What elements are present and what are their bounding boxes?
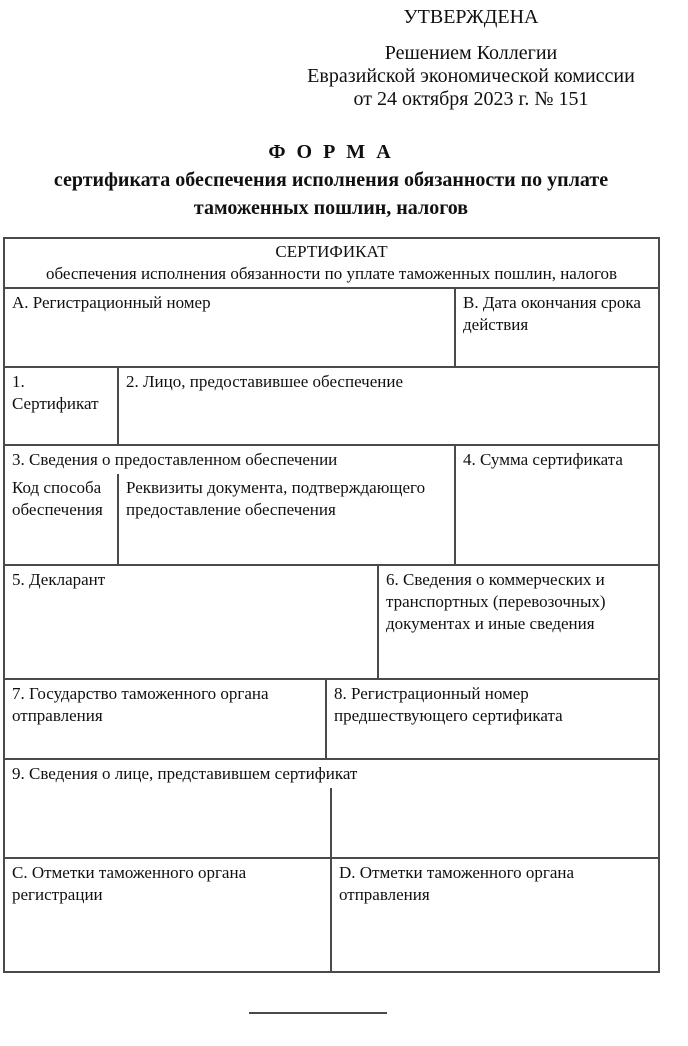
field-c-registration-customs-marks bbox=[5, 859, 330, 971]
field-3-subrow bbox=[5, 474, 454, 564]
field-4-label: 4. Сумма сертификата bbox=[463, 450, 623, 469]
field-a-label: А. Регистрационный номер bbox=[12, 293, 211, 312]
document-title-line3: таможенных пошлин, налогов bbox=[193, 197, 469, 219]
approval-gap bbox=[294, 29, 648, 42]
field-b-expiry-date bbox=[454, 289, 658, 366]
field-3-method-code-label: Код способа обеспечения bbox=[12, 478, 103, 519]
approval-body-line2: Евразийской экономической комиссии bbox=[307, 65, 635, 87]
document-title bbox=[2, 138, 660, 222]
field-5-declarant bbox=[5, 566, 377, 678]
footnote-separator-line bbox=[249, 1012, 387, 1014]
field-9-left-area bbox=[5, 788, 330, 857]
field-7-label: 7. Государство таможенного органа отправления bbox=[12, 684, 269, 725]
field-4-certificate-amount bbox=[454, 446, 658, 564]
approval-body-line3: от 24 октября 2023 г. № 151 bbox=[353, 88, 589, 110]
field-3-document-details bbox=[117, 474, 454, 564]
field-8-label: 8. Регистрационный номер предшествующего сертификата bbox=[334, 684, 563, 725]
field-3-document-details-label: Реквизиты документа, подтверждающего предоставление обеспечения bbox=[126, 478, 426, 519]
row-5-6 bbox=[5, 564, 658, 678]
document-title-line2: сертификата обеспечения исполнения обязанности по уплате bbox=[53, 169, 609, 191]
field-d-departure-customs-marks bbox=[330, 859, 658, 971]
row-c-d bbox=[5, 857, 658, 971]
field-3-header bbox=[5, 446, 454, 474]
field-1-certificate bbox=[5, 368, 117, 444]
approval-stamp: УТВЕРЖДЕНА bbox=[403, 6, 539, 28]
table-header-cell bbox=[5, 239, 658, 287]
field-d-label: D. Отметки таможенного органа отправления bbox=[339, 863, 575, 904]
document-title-word-forma: Ф О Р М А bbox=[268, 141, 394, 163]
field-2-security-provider bbox=[117, 368, 658, 444]
table-header-row bbox=[5, 239, 658, 287]
field-9-right-area bbox=[330, 788, 658, 857]
field-6-label: 6. Сведения о коммерческих и транспортных (перевозочных) документах и иные сведения bbox=[386, 570, 606, 633]
field-9-subrow bbox=[5, 788, 658, 857]
field-3-method-code bbox=[5, 474, 117, 564]
field-a-registration-number bbox=[5, 289, 454, 366]
field-3-security-info bbox=[5, 446, 454, 564]
row-a-b bbox=[5, 287, 658, 366]
row-7-8 bbox=[5, 678, 658, 758]
field-2-label: 2. Лицо, предоставившее обеспечение bbox=[126, 372, 404, 391]
field-9-header bbox=[5, 760, 658, 788]
field-5-label: 5. Декларант bbox=[12, 570, 106, 589]
field-3-label: 3. Сведения о предоставленном обеспечении bbox=[12, 450, 338, 469]
form-header-subtitle: обеспечения исполнения обязанности по уплате таможенных пошлин, налогов bbox=[45, 264, 618, 283]
field-b-label: В. Дата окончания срока действия bbox=[463, 293, 641, 334]
field-8-previous-certificate-number bbox=[325, 680, 658, 758]
field-1-label: 1. Сертификат bbox=[12, 372, 99, 413]
field-7-departure-customs-state bbox=[5, 680, 325, 758]
row-9 bbox=[5, 758, 658, 857]
certificate-form-table bbox=[3, 237, 660, 973]
form-header-title: СЕРТИФИКАТ bbox=[275, 242, 388, 261]
row-3-4 bbox=[5, 444, 658, 564]
approval-block bbox=[294, 6, 648, 111]
field-9-label: 9. Сведения о лице, представившем сертификат bbox=[12, 764, 358, 783]
approval-body-line1: Решением Коллегии bbox=[384, 42, 558, 64]
field-c-label: C. Отметки таможенного органа регистрации bbox=[12, 863, 247, 904]
field-6-transport-documents bbox=[377, 566, 658, 678]
row-1-2 bbox=[5, 366, 658, 444]
